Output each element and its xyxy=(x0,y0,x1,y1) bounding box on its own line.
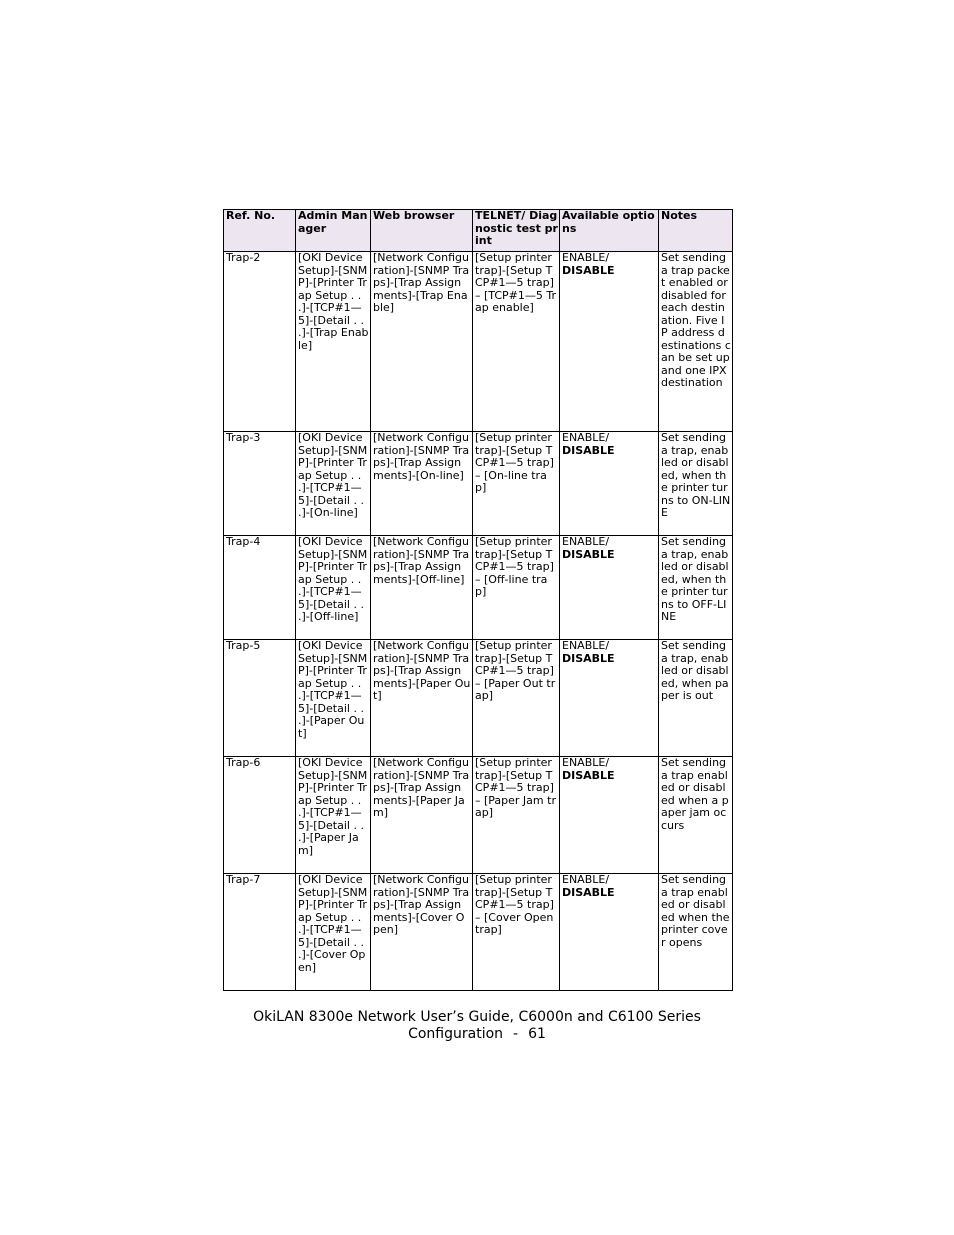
cell-ref: Trap-4 xyxy=(224,536,296,640)
cell-ref: Trap-7 xyxy=(224,874,296,991)
cell-notes: Set sending a trap packet enabled or disabled for each destination. Five IP address destinations can be set up and one IPX destination xyxy=(659,252,733,432)
cell-available-options xyxy=(560,252,659,432)
cell-telnet: [Setup printer trap]-[Setup TCP#1—5 trap] – [Off-line trap] xyxy=(473,536,560,640)
cell-available-options xyxy=(560,536,659,640)
table-row xyxy=(224,252,733,432)
table-row xyxy=(224,874,733,991)
cell-admin-manager: [OKI Device Setup]-[SNMP]-[Printer Trap Setup . . .]-[TCP#1—5]-[Detail . . .]-[Paper Out] xyxy=(296,640,371,757)
option-disable-default: DISABLE xyxy=(562,547,615,561)
option-enable: ENABLE/ xyxy=(562,873,610,886)
option-enable: ENABLE/ xyxy=(562,535,610,548)
header-available-options: Available options xyxy=(560,210,659,252)
table-row xyxy=(224,432,733,536)
cell-available-options xyxy=(560,757,659,874)
cell-admin-manager: [OKI Device Setup]-[SNMP]-[Printer Trap Setup . . .]-[TCP#1—5]-[Detail . . .]-[On-line] xyxy=(296,432,371,536)
table-body xyxy=(224,252,733,991)
header-ref-no: Ref. No. xyxy=(224,210,296,252)
table-header xyxy=(224,210,733,252)
option-disable-default: DISABLE xyxy=(562,443,615,457)
cell-web-browser: [Network Configuration]-[SNMP Traps]-[Trap Assignments]-[Paper Out] xyxy=(371,640,473,757)
cell-telnet: [Setup printer trap]-[Setup TCP#1—5 trap] – [On-line trap] xyxy=(473,432,560,536)
table-row xyxy=(224,757,733,874)
cell-web-browser: [Network Configuration]-[SNMP Traps]-[Trap Assignments]-[Off-line] xyxy=(371,536,473,640)
footer-separator: - xyxy=(513,1026,519,1042)
page-footer xyxy=(0,1009,954,1043)
cell-telnet: [Setup printer trap]-[Setup TCP#1—5 trap] – [Paper Out trap] xyxy=(473,640,560,757)
cell-telnet: [Setup printer trap]-[Setup TCP#1—5 trap] – [TCP#1—5 Trap enable] xyxy=(473,252,560,432)
cell-web-browser: [Network Configuration]-[SNMP Traps]-[Trap Assignments]-[Cover Open] xyxy=(371,874,473,991)
cell-telnet: [Setup printer trap]-[Setup TCP#1—5 trap] – [Cover Open trap] xyxy=(473,874,560,991)
cell-notes: Set sending a trap enabled or disabled when a paper jam occurs xyxy=(659,757,733,874)
footer-page-number: 61 xyxy=(528,1026,546,1042)
option-enable: ENABLE/ xyxy=(562,756,610,769)
cell-notes: Set sending a trap, enabled or disabled, when the printer turns to ON-LINE xyxy=(659,432,733,536)
option-disable-default: DISABLE xyxy=(562,263,615,277)
option-disable-default: DISABLE xyxy=(562,885,615,899)
header-notes: Notes xyxy=(659,210,733,252)
header-admin-manager: Admin Manager xyxy=(296,210,371,252)
cell-ref: Trap-2 xyxy=(224,252,296,432)
cell-notes: Set sending a trap, enabled or disabled, when paper is out xyxy=(659,640,733,757)
cell-admin-manager: [OKI Device Setup]-[SNMP]-[Printer Trap Setup . . .]-[TCP#1—5]-[Detail . . .]-[Trap Enable] xyxy=(296,252,371,432)
option-disable-default: DISABLE xyxy=(562,768,615,782)
footer-title: OkiLAN 8300e Network User’s Guide, C6000n and C6100 Series xyxy=(253,1009,701,1025)
cell-notes: Set sending a trap enabled or disabled when the printer cover opens xyxy=(659,874,733,991)
cell-admin-manager: [OKI Device Setup]-[SNMP]-[Printer Trap Setup . . .]-[TCP#1—5]-[Detail . . .]-[Off-line] xyxy=(296,536,371,640)
footer-page-line xyxy=(0,1026,954,1043)
cell-admin-manager: [OKI Device Setup]-[SNMP]-[Printer Trap Setup . . .]-[TCP#1—5]-[Detail . . .]-[Paper Jam] xyxy=(296,757,371,874)
table-row xyxy=(224,640,733,757)
cell-admin-manager: [OKI Device Setup]-[SNMP]-[Printer Trap Setup . . .]-[TCP#1—5]-[Detail . . .]-[Cover Open] xyxy=(296,874,371,991)
cell-ref: Trap-6 xyxy=(224,757,296,874)
cell-available-options xyxy=(560,640,659,757)
cell-ref: Trap-3 xyxy=(224,432,296,536)
header-web-browser: Web browser xyxy=(371,210,473,252)
footer-section: Configuration xyxy=(408,1026,504,1042)
cell-available-options xyxy=(560,874,659,991)
option-enable: ENABLE/ xyxy=(562,431,610,444)
configuration-table xyxy=(223,209,733,991)
cell-web-browser: [Network Configuration]-[SNMP Traps]-[Trap Assignments]-[On-line] xyxy=(371,432,473,536)
option-enable: ENABLE/ xyxy=(562,639,610,652)
cell-web-browser: [Network Configuration]-[SNMP Traps]-[Trap Assignments]-[Paper Jam] xyxy=(371,757,473,874)
cell-web-browser: [Network Configuration]-[SNMP Traps]-[Trap Assignments]-[Trap Enable] xyxy=(371,252,473,432)
cell-telnet: [Setup printer trap]-[Setup TCP#1—5 trap] – [Paper Jam trap] xyxy=(473,757,560,874)
table-row xyxy=(224,536,733,640)
cell-notes: Set sending a trap, enabled or disabled, when the printer turns to OFF-LINE xyxy=(659,536,733,640)
option-enable: ENABLE/ xyxy=(562,251,610,264)
option-disable-default: DISABLE xyxy=(562,651,615,665)
cell-available-options xyxy=(560,432,659,536)
cell-ref: Trap-5 xyxy=(224,640,296,757)
header-row xyxy=(224,210,733,252)
header-telnet: TELNET/ Diagnostic test print xyxy=(473,210,560,252)
